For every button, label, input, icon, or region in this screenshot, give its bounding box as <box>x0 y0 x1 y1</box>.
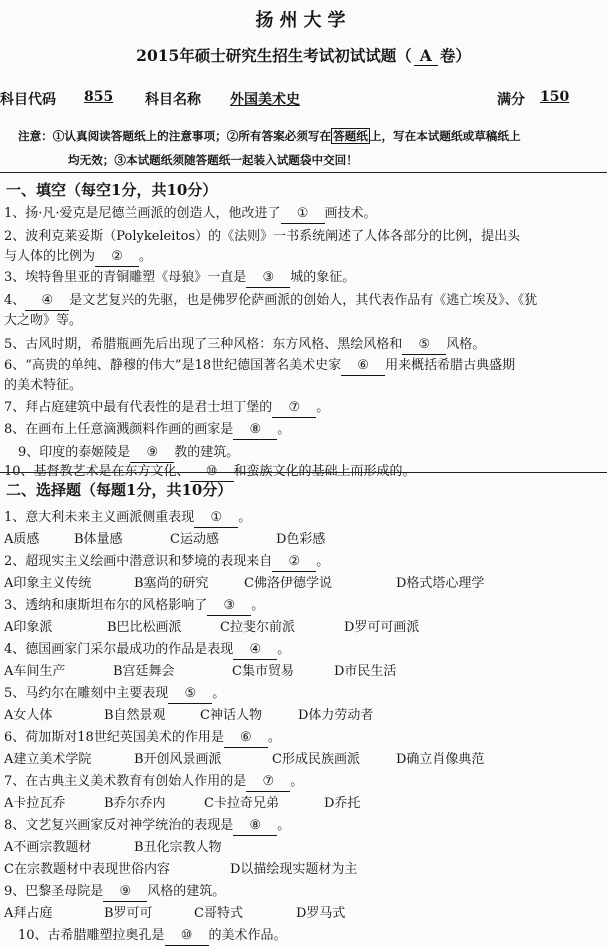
question-text-end: 。 <box>251 598 265 613</box>
option: B开创风景画派 <box>134 752 222 767</box>
answer-blank: ① <box>194 508 238 528</box>
question-text: 8、在画布上任意滴溅颜料作画的画家是 <box>4 422 234 437</box>
option: A印象主义传统 <box>4 576 92 591</box>
question-text-end: 城的象征。 <box>290 270 356 285</box>
option: A不画宗教题材 <box>4 840 92 855</box>
option: A印象派 <box>4 620 53 635</box>
full-score: 150 <box>540 89 570 105</box>
question-text: 6、“高贵的单纯、静穆的伟大”是18世纪德国著名美术史家 <box>4 358 342 373</box>
question-text: 6、荷加斯对18世纪英国美术的作用是 <box>4 730 224 745</box>
fill-question <box>4 227 602 246</box>
option: C卡拉奇兄弟 <box>204 796 279 811</box>
university-name: 扬州大学 <box>255 10 352 31</box>
question-text: 7、拜占庭建筑中最有代表性的是君士坦丁堡的 <box>4 400 273 415</box>
question-text-end: 风格。 <box>446 337 486 352</box>
option: D色彩感 <box>276 532 326 547</box>
option: B乔尔乔内 <box>104 796 166 811</box>
option: A卡拉瓦乔 <box>4 796 66 811</box>
fill-question <box>4 268 602 288</box>
question-text-end: 是文艺复兴的先驱，也是佛罗伦萨画派的创始人，其代表作品有《逃亡埃及》、《犹 <box>69 293 538 308</box>
question-text-end: 。 <box>277 818 291 833</box>
exam-year: 2015 <box>136 46 180 65</box>
fill-question <box>4 335 602 355</box>
question-text: 4、 <box>4 293 26 308</box>
option: C集市贸易 <box>232 664 294 679</box>
question-text: 1、扬·凡·爱克是尼德兰画派的创造人，他改进了 <box>4 206 281 221</box>
question-text: 10、基督教艺术是在东方文化、 <box>4 464 190 479</box>
exam-title-end: 卷） <box>439 46 471 65</box>
notice-line2: 均无效；③本试题纸须随答题纸一起装入试题袋中交回！ <box>68 153 358 167</box>
divider <box>0 472 607 473</box>
question-text-end: 教的建筑。 <box>174 445 240 460</box>
option: C在宗教题材中表现世俗内容 <box>4 862 170 877</box>
choice-question <box>4 728 602 748</box>
option: D以描绘现实题材为主 <box>230 862 358 877</box>
paper-version: A <box>414 46 438 66</box>
section2-heading: 二、选择题（每题1分，共10分） <box>6 481 233 499</box>
option: B自然景观 <box>104 708 166 723</box>
notice-line1-end: 上，写在本试题纸或草稿纸上 <box>369 129 521 143</box>
answer-blank: ④ <box>233 640 277 660</box>
question-text: 10、古希腊雕塑拉奥孔是 <box>18 928 165 943</box>
answer-blank: ③ <box>246 268 290 288</box>
fill-question <box>4 311 602 330</box>
answer-blank: ② <box>95 247 139 267</box>
option: D确立肖像典范 <box>396 752 485 767</box>
question-text: 9、巴黎圣母院是 <box>4 884 104 899</box>
question-text: 5、古风时期，希腊瓶画先后出现了三种风格：东方风格、黑绘风格和 <box>4 337 403 352</box>
choice-question <box>4 552 602 572</box>
question-text-end: 。 <box>290 774 304 789</box>
option: B宫廷舞会 <box>113 664 175 679</box>
option: C哥特式 <box>194 906 243 921</box>
question-text: 与人体的比例为 <box>4 249 96 264</box>
fill-question <box>4 247 602 267</box>
option: C形成民族画派 <box>272 752 360 767</box>
question-text-end: 用来概括希腊古典盛期 <box>385 358 516 373</box>
answer-blank: ⑦ <box>246 772 290 792</box>
option: D罗马式 <box>296 906 346 921</box>
option: C佛洛伊德学说 <box>244 576 332 591</box>
question-text-end: 。 <box>277 642 291 657</box>
fill-question <box>4 356 602 376</box>
choice-question <box>4 816 602 836</box>
question-text: 7、在古典主义美术教育有创始人作用的是 <box>4 774 247 789</box>
choice-question <box>4 684 602 704</box>
question-text: 3、埃特鲁里亚的青铜雕塑《母狼》一直是 <box>4 270 247 285</box>
fill-question <box>4 204 602 224</box>
answer-sheet-box: 答题纸 <box>333 129 368 143</box>
question-text: 4、德国画家门采尔最成功的作品是表现 <box>4 642 234 657</box>
option: B塞尚的研究 <box>134 576 209 591</box>
answer-blank: ⑨ <box>103 882 147 902</box>
notice <box>18 124 604 172</box>
question-text-end: 。 <box>267 730 281 745</box>
answer-blank: ⑤ <box>402 335 446 355</box>
question-text-end: 。 <box>212 686 226 701</box>
question-text: 9、印度的泰姬陵是 <box>18 445 131 460</box>
question-text-end: 。 <box>139 249 153 264</box>
subject-code: 855 <box>84 89 114 105</box>
fill-question <box>18 443 607 463</box>
notice-line1: ①认真阅读答题纸上的注意事项；②所有答案必须写在 <box>52 129 332 143</box>
option: C神话人物 <box>200 708 262 723</box>
question-text: 2、波利克莱妥斯（Polykeleitos）的《法则》一书系统阐述了人体各部分的比例，提出头 <box>4 229 521 244</box>
question-text-end: 的美术作品。 <box>208 928 287 943</box>
question-text-end: 。 <box>277 422 291 437</box>
notice-label: 注意： <box>18 129 53 143</box>
question-text-end: 。 <box>238 510 252 525</box>
question-text: 2、超现实主义绘画中潜意识和梦境的表现来自 <box>4 554 273 569</box>
section1-heading: 一、填空（每空1分，共10分） <box>6 181 218 199</box>
choice-question <box>4 772 602 792</box>
answer-blank: ⑨ <box>130 443 174 463</box>
option: A拜占庭 <box>4 906 53 921</box>
answer-blank: ⑩ <box>190 462 234 482</box>
option: B体量感 <box>74 532 123 547</box>
answer-blank: ② <box>272 552 316 572</box>
question-text-end: 。 <box>316 554 330 569</box>
option: D市民生活 <box>334 664 397 679</box>
fill-question <box>4 376 602 395</box>
question-text-end: 和蛮族文化的基础上而形成的。 <box>233 464 416 479</box>
answer-blank: ③ <box>207 596 251 616</box>
option: D乔托 <box>324 796 361 811</box>
question-text: 的美术特征。 <box>4 378 83 393</box>
question-text: 8、文艺复兴画家反对神学统治的表现是 <box>4 818 234 833</box>
full-score-label: 满分 <box>497 92 525 108</box>
exam-title-text: 年硕士研究生招生考试初试试题（ <box>179 46 412 65</box>
answer-blank: ⑦ <box>272 398 316 418</box>
answer-blank: ⑧ <box>233 420 277 440</box>
question-text-end: 风格的建筑。 <box>147 884 226 899</box>
question-text: 5、马约尔在雕刻中主要表现 <box>4 686 169 701</box>
option: A质感 <box>4 532 40 547</box>
question-text: 3、透纳和康斯坦布尔的风格影响了 <box>4 598 208 613</box>
subject-code-label: 科目代码 <box>0 92 56 108</box>
subject-name: 外国美术史 <box>230 92 300 108</box>
question-text-end: 。 <box>316 400 330 415</box>
option: D格式塔心理学 <box>396 576 485 591</box>
question-text: 1、意大利未来主义画派侧重表现 <box>4 510 195 525</box>
fill-question <box>4 398 602 418</box>
divider <box>0 172 607 173</box>
choice-question <box>4 596 602 616</box>
answer-blank: ⑤ <box>168 684 212 704</box>
option: D体力劳动者 <box>298 708 374 723</box>
fill-question <box>4 420 602 440</box>
answer-blank: ⑥ <box>341 356 385 376</box>
subject-name-label: 科目名称 <box>145 92 201 108</box>
choice-question <box>4 508 602 528</box>
option: D罗可可画派 <box>344 620 420 635</box>
answer-blank: ⑧ <box>233 816 277 836</box>
choice-question <box>18 926 607 946</box>
option: B罗可可 <box>104 906 153 921</box>
exam-title <box>0 44 607 66</box>
fill-question <box>4 291 602 311</box>
question-text-end: 画技术。 <box>324 206 377 221</box>
option: B巴比松画派 <box>107 620 182 635</box>
subject-info <box>0 89 607 111</box>
option: C运动感 <box>170 532 219 547</box>
answer-blank: ⑩ <box>165 926 209 946</box>
answer-blank: ⑥ <box>224 728 268 748</box>
option: B丑化宗教人物 <box>134 840 222 855</box>
answer-blank: ④ <box>25 291 69 311</box>
answer-blank: ① <box>281 204 325 224</box>
choice-question <box>4 640 602 660</box>
option: C拉斐尔前派 <box>220 620 295 635</box>
option: A女人体 <box>4 708 53 723</box>
option: A车间生产 <box>4 664 66 679</box>
option: A建立美术学院 <box>4 752 92 767</box>
question-text: 大之吻》等。 <box>4 313 83 328</box>
choice-question <box>4 882 602 902</box>
